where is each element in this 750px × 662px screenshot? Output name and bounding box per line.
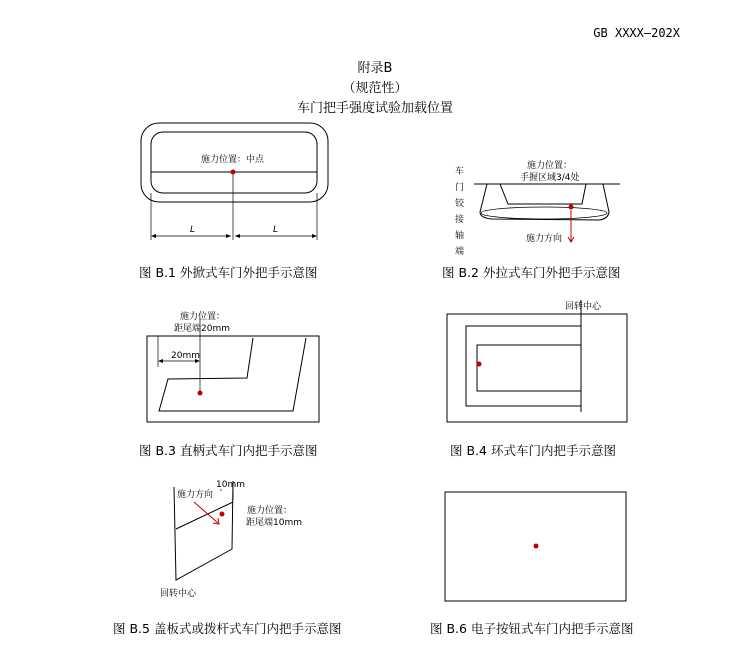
- b2-force-label-1: 施力位置：: [527, 161, 573, 171]
- b2-hinge-char: 车: [455, 167, 465, 177]
- b3-dim-label: 20mm: [171, 351, 200, 361]
- caption-b1: 图 B.1 外掀式车门外把手示意图: [139, 265, 318, 280]
- b2-hinge-char: 接: [455, 215, 465, 225]
- caption-b4: 图 B.4 环式车门内把手示意图: [450, 443, 616, 458]
- b4-center-label: 回转中心: [565, 302, 602, 312]
- b5-center-label: 回转中心: [160, 589, 197, 599]
- page-title: 车门把手强度试验加载位置: [296, 101, 453, 116]
- b5-direction-label: 施力方向: [177, 490, 214, 500]
- b1-dim-right: L: [273, 225, 279, 235]
- b2-hinge-char: 门: [455, 183, 465, 193]
- caption-b5: 图 B.5 盖板式或拨杆式车门内把手示意图: [113, 621, 342, 636]
- caption-b2: 图 B.2 外拉式车门外把手示意图: [442, 265, 621, 280]
- b3-force-label-2: 距尾端20mm: [174, 324, 230, 334]
- normative-label: （规范性）: [342, 81, 408, 96]
- force-point-b6: [534, 544, 539, 549]
- caption-b6: 图 B.6 电子按钮式车门内把手示意图: [430, 621, 634, 636]
- appendix-label: 附录B: [357, 61, 393, 76]
- b2-direction-label: 施力方向: [526, 234, 563, 244]
- b5-force-label-2: 距尾端10mm: [246, 518, 302, 528]
- standard-number: GB XXXX—202X: [593, 26, 680, 40]
- b2-hinge-char: 端: [455, 247, 465, 257]
- caption-b3: 图 B.3 直柄式车门内把手示意图: [139, 443, 318, 458]
- b5-dim-label: 10mm: [216, 480, 245, 490]
- b2-hinge-char: 铰: [455, 199, 465, 209]
- b2-force-label-2: 手握区域3/4处: [520, 173, 580, 183]
- b3-force-label-1: 施力位置：: [180, 312, 226, 322]
- b1-dim-left: L: [190, 225, 196, 235]
- b5-force-label-1: 施力位置：: [247, 506, 293, 516]
- b1-force-label: 施力位置：中点: [201, 155, 265, 165]
- b2-hinge-char: 轴: [455, 231, 465, 241]
